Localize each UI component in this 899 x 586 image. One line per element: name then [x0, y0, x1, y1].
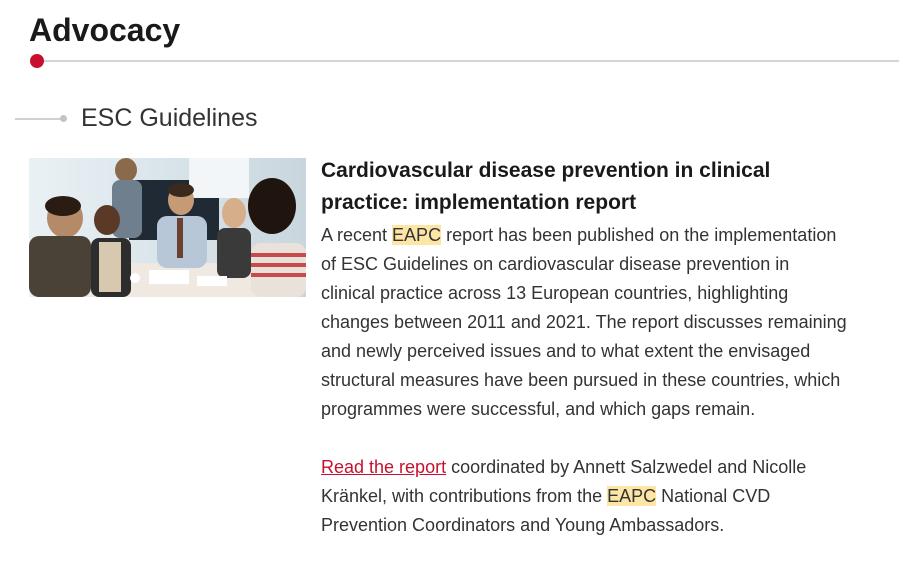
summary-text: structural measures have been pursued in these countries, which [321, 370, 841, 390]
article-title-line1: Cardiovascular disease prevention in clinical [321, 159, 771, 182]
highlight-eapc: EAPC [607, 486, 657, 506]
article [321, 155, 896, 540]
subsection-dot [60, 115, 67, 122]
title-divider [37, 60, 899, 62]
subsection-title: ESC Guidelines [81, 104, 258, 132]
article-credits [321, 453, 896, 540]
summary-text: of ESC Guidelines on cardiovascular disease prevention in [321, 254, 790, 274]
article-title[interactable] [321, 155, 896, 219]
section-title: Advocacy [29, 12, 181, 48]
read-report-link[interactable]: Read the report [321, 457, 447, 477]
summary-text: programmes were successful, and which gaps remain. [321, 399, 756, 419]
photo-meeting-icon [29, 158, 306, 297]
highlight-eapc: EAPC [392, 225, 442, 245]
article-summary [321, 221, 896, 424]
summary-text: changes between 2011 and 2021. The report discusses remaining [321, 312, 847, 332]
summary-text: report has been published on the implementation [441, 225, 837, 245]
subsection-divider [15, 118, 63, 120]
credits-text: coordinated by Annett Salzwedel and Nicolle [446, 457, 807, 477]
article-image[interactable] [29, 158, 306, 297]
article-title-line2: practice: implementation report [321, 191, 637, 214]
credits-text: National CVD [656, 486, 771, 506]
summary-text: A recent [321, 225, 393, 245]
credits-text: Prevention Coordinators and Young Ambassadors. [321, 515, 725, 535]
credits-text: Kränkel, with contributions from the [321, 486, 608, 506]
title-accent-dot [30, 54, 44, 68]
summary-text: clinical practice across 13 European countries, highlighting [321, 283, 789, 303]
summary-text: and newly perceived issues and to what extent the envisaged [321, 341, 811, 361]
